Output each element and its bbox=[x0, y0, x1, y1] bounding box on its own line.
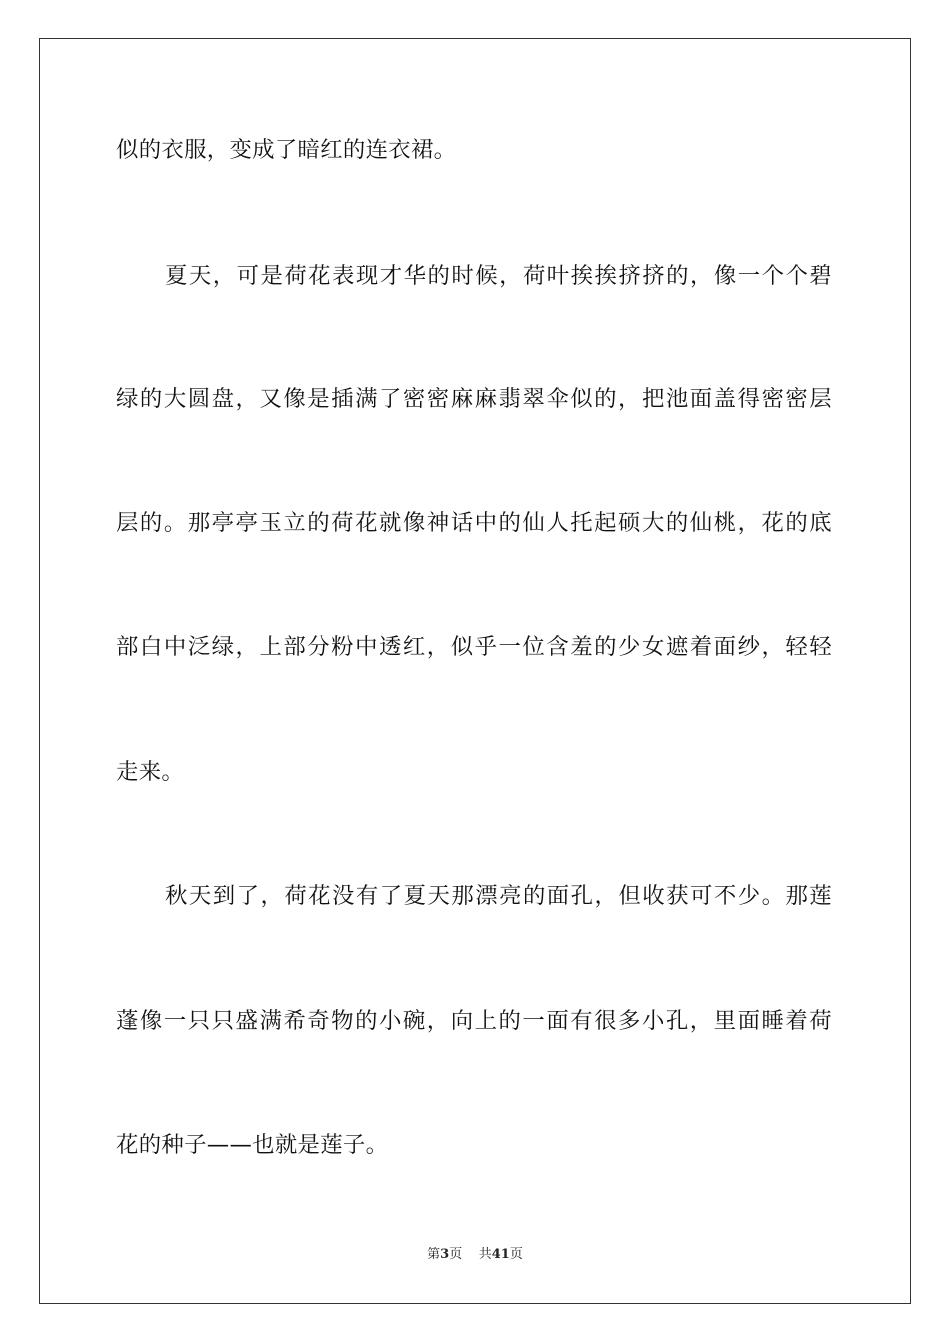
text-line: 走来。 bbox=[116, 759, 185, 785]
page-number: 3 bbox=[440, 1247, 450, 1262]
page-footer bbox=[0, 1246, 950, 1264]
page-suffix: 页 bbox=[449, 1247, 463, 1262]
text-line: 层的。那亭亭玉立的荷花就像神话中的仙人托起硕大的仙桃，花的底 bbox=[116, 510, 832, 536]
total-suffix: 页 bbox=[509, 1247, 523, 1262]
text-line: 部白中泛绿，上部分粉中透红，似乎一位含羞的少女遮着面纱，轻轻 bbox=[116, 634, 832, 660]
paragraph-first-line: 夏天，可是荷花表现才华的时候，荷叶挨挨挤挤的，像一个个碧 bbox=[165, 263, 832, 289]
text-line: 花的种子——也就是莲子。 bbox=[116, 1132, 389, 1158]
text-line: 绿的大圆盘，又像是插满了密密麻麻翡翠伞似的，把池面盖得密密层 bbox=[116, 386, 832, 412]
page-frame bbox=[39, 38, 911, 1304]
text-line: 蓬像一只只盛满希奇物的小碗，向上的一面有很多小孔，里面睡着荷 bbox=[116, 1008, 832, 1034]
page-prefix: 第 bbox=[427, 1247, 441, 1262]
text-line: 似的衣服，变成了暗红的连衣裙。 bbox=[116, 137, 457, 163]
total-pages: 41 bbox=[491, 1247, 510, 1262]
total-prefix: 共 bbox=[478, 1247, 492, 1262]
paragraph-first-line: 秋天到了，荷花没有了夏天那漂亮的面孔，但收获可不少。那莲 bbox=[165, 883, 832, 909]
